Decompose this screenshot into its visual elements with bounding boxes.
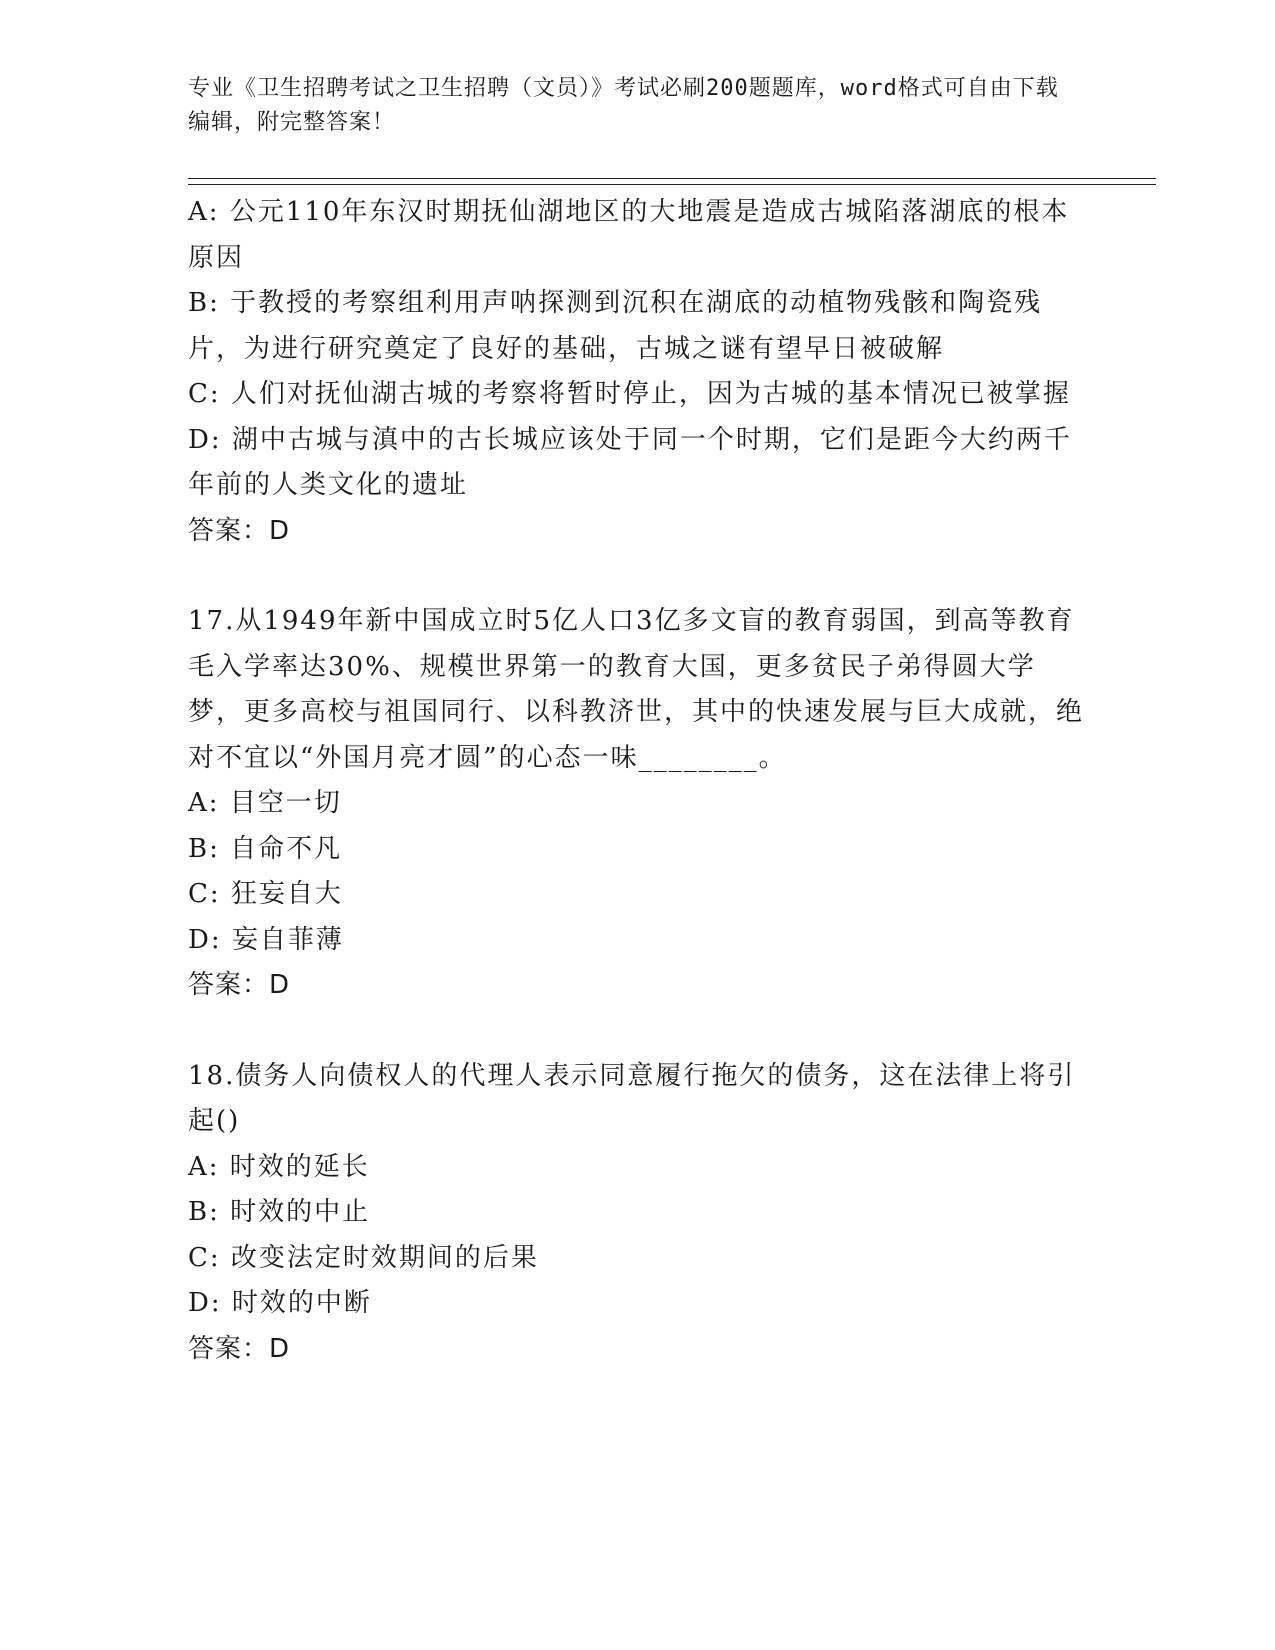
question-stem: 17.从1949年新中国成立时5亿人口3亿多文盲的教育弱国，到高等教育毛入学率达30%、规模世界第一的教育大国，更多贫民子弟得圆大学梦，更多高校与祖国同行、以科教济世，其中的快速发展与巨大成就，绝对不宜以“外国月亮才圆”的心态一味________。	[188, 606, 1085, 773]
option-b: B: 时效的中止	[188, 1197, 371, 1227]
option-c: C: 改变法定时效期间的后果	[188, 1242, 539, 1273]
answer: 答案：D	[188, 515, 291, 546]
option-a: A: 目空一切	[188, 788, 342, 818]
option-b: B: 自命不凡	[188, 833, 343, 864]
option-d: D: 妄自菲薄	[188, 924, 344, 955]
option-c: C: 人们对抚仙湖古城的考察将暂时停止，因为古城的基本情况已被掌握	[188, 379, 1071, 409]
header-rule-top	[188, 178, 1156, 179]
answer: 答案：D	[188, 1333, 291, 1364]
question-16	[188, 190, 1088, 554]
header-title: 专业《卫生招聘考试之卫生招聘（文员）》考试必刷200题题库，word格式可自由下载编辑，附完整答案！	[188, 76, 1059, 135]
answer: 答案：D	[188, 970, 291, 1000]
document-header	[188, 72, 1068, 140]
question-17	[188, 599, 1088, 1009]
option-a: A: 公元110年东汉时期抚仙湖地区的大地震是造成古城陷落湖底的根本原因	[188, 197, 1070, 273]
option-b: B: 于教授的考察组利用声呐探测到沉积在湖底的动植物残骸和陶瓷残片，为进行研究奠定了良好的基础，古城之谜有望早日被破解	[188, 288, 1043, 364]
question-content	[188, 190, 1088, 1372]
spacer	[188, 1009, 1088, 1054]
spacer	[188, 554, 1088, 599]
option-a: A: 时效的延长	[188, 1151, 370, 1182]
option-c: C: 狂妄自大	[188, 879, 343, 909]
question-18	[188, 1054, 1088, 1373]
header-rule-bottom	[188, 184, 1156, 185]
question-stem: 18.债务人向债权人的代理人表示同意履行拖欠的债务，这在法律上将引起()	[188, 1060, 1076, 1136]
option-d: D: 时效的中断	[188, 1288, 372, 1318]
option-d: D: 湖中古城与滇中的古长城应该处于同一个时期，它们是距今大约两千年前的人类文化的遗址	[188, 424, 1072, 500]
